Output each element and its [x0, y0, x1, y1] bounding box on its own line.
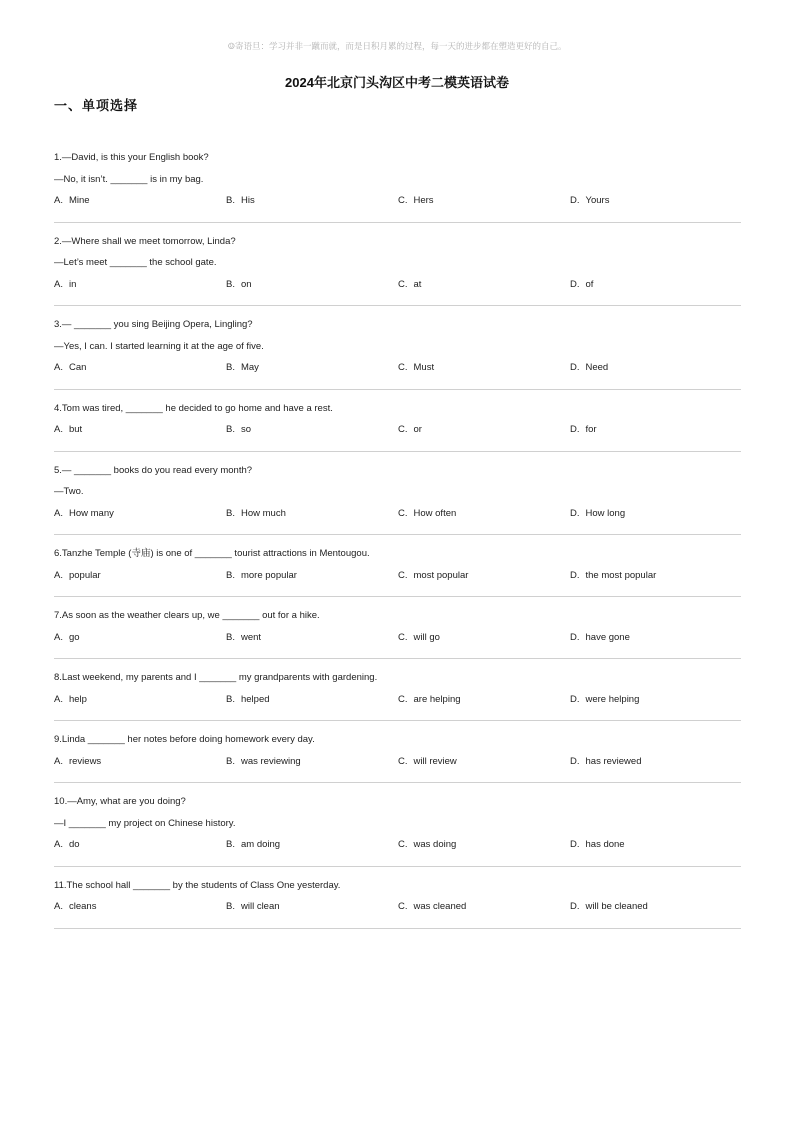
option-text: Need [585, 362, 609, 373]
option-letter: D. [570, 362, 580, 373]
option-letter: C. [398, 755, 408, 767]
option-letter: D. [570, 693, 580, 705]
option-text: will review [413, 755, 457, 767]
option-letter: A. [54, 569, 63, 581]
answer-option[interactable] [398, 419, 570, 441]
option-letter: C. [398, 362, 408, 373]
option-text: Mine [68, 195, 90, 206]
answer-options [54, 503, 741, 525]
question-stem: 1.—David, is this your English book? [54, 152, 209, 163]
option-letter: C. [398, 424, 408, 435]
option-letter: A. [54, 839, 63, 850]
option-letter: C. [398, 839, 408, 850]
question-stem: 7.As soon as the weather clears up, we _______ out for a hike. [54, 610, 320, 621]
option-letter: B. [226, 569, 235, 581]
option-text: help [68, 693, 87, 705]
option-text: was reviewing [240, 755, 301, 767]
answer-option[interactable] [570, 627, 741, 649]
option-text: am doing [240, 839, 281, 850]
question-stem: 8.Last weekend, my parents and I _______ my grandparents with gardening. [54, 672, 378, 683]
answer-option[interactable] [398, 627, 570, 649]
option-letter: C. [398, 569, 408, 581]
answer-option[interactable] [54, 190, 226, 212]
option-text: reviews [68, 755, 102, 767]
answer-option[interactable] [226, 357, 398, 379]
option-letter: B. [226, 507, 235, 519]
option-letter: D. [570, 569, 580, 581]
answer-option[interactable] [398, 190, 570, 212]
answer-option[interactable] [54, 419, 226, 441]
option-letter: B. [226, 195, 235, 206]
option-text: How long [585, 507, 626, 519]
answer-option[interactable] [54, 751, 226, 773]
option-text: Yours [585, 195, 610, 206]
option-letter: C. [398, 507, 408, 519]
option-letter: D. [570, 901, 580, 912]
question-item [54, 223, 741, 307]
answer-options [54, 274, 741, 296]
question-dialogue-line: —I _______ my project on Chinese history. [54, 817, 236, 829]
option-text: Hers [413, 195, 434, 206]
answer-option[interactable] [54, 627, 226, 649]
answer-option[interactable] [570, 565, 741, 587]
answer-options [54, 751, 741, 773]
option-text: have gone [585, 631, 630, 643]
answer-option[interactable] [226, 896, 398, 918]
option-letter: B. [226, 424, 235, 435]
answer-option[interactable] [226, 419, 398, 441]
option-text: so [240, 424, 252, 435]
option-text: most popular [413, 569, 469, 581]
option-text: Can [68, 362, 87, 373]
answer-option[interactable] [226, 834, 398, 856]
answer-option[interactable] [398, 503, 570, 525]
question-stem: 4.Tom was tired, _______ he decided to go home and have a rest. [54, 402, 333, 414]
option-text: at [413, 278, 422, 290]
answer-option[interactable] [570, 274, 741, 296]
answer-option[interactable] [570, 419, 741, 441]
answer-option[interactable] [226, 190, 398, 212]
option-letter: C. [398, 693, 408, 705]
page-title: 2024年北京门头沟区中考二模英语试卷 [285, 75, 509, 90]
answer-option[interactable] [398, 357, 570, 379]
option-letter: B. [226, 693, 235, 705]
option-text: but [68, 424, 83, 435]
option-text: more popular [240, 569, 297, 581]
answer-option[interactable] [570, 834, 741, 856]
option-text: was doing [413, 839, 457, 850]
option-letter: D. [570, 839, 580, 850]
answer-options [54, 565, 741, 587]
option-text: popular [68, 569, 101, 581]
option-text: were helping [585, 693, 640, 705]
answer-option[interactable] [398, 751, 570, 773]
option-letter: A. [54, 362, 63, 373]
option-letter: A. [54, 195, 63, 206]
option-text: has done [585, 839, 625, 850]
answer-option[interactable] [570, 896, 741, 918]
question-stem: 3.— _______ you sing Beijing Opera, Lingling? [54, 319, 253, 330]
option-text: on [240, 278, 252, 290]
answer-options [54, 896, 741, 918]
option-letter: A. [54, 901, 63, 912]
option-letter: A. [54, 507, 63, 519]
header-motto: ☺寄语旦：学习并非一蹴而就，而是日积月累的过程，每一天的进步都在塑造更好的自己。 [227, 42, 567, 52]
answer-option[interactable] [226, 751, 398, 773]
question-stem: 11.The school hall _______ by the students of Class One yesterday. [54, 879, 341, 891]
option-letter: C. [398, 901, 408, 912]
option-letter: A. [54, 755, 63, 767]
option-text: will be cleaned [585, 901, 648, 912]
option-text: the most popular [585, 569, 657, 581]
option-letter: C. [398, 631, 408, 643]
answer-option[interactable] [570, 503, 741, 525]
answer-option[interactable] [226, 627, 398, 649]
answer-option[interactable] [226, 689, 398, 711]
question-stem: 5.— _______ books do you read every month? [54, 464, 253, 476]
option-letter: A. [54, 693, 63, 705]
question-dialogue-line: —No, it isn’t. _______ is in my bag. [54, 173, 204, 185]
option-text: do [68, 839, 80, 850]
option-text: went [240, 631, 262, 643]
option-letter: B. [226, 278, 235, 290]
question-list [54, 139, 741, 929]
answer-option[interactable] [54, 689, 226, 711]
question-item [54, 659, 741, 721]
option-text: May [240, 362, 259, 373]
option-letter: A. [54, 631, 63, 643]
option-letter: A. [54, 278, 63, 290]
option-text: cleans [68, 901, 97, 912]
option-text: are helping [413, 693, 461, 705]
answer-option[interactable] [54, 274, 226, 296]
option-letter: D. [570, 507, 580, 519]
answer-options [54, 834, 741, 856]
answer-option[interactable] [54, 834, 226, 856]
option-letter: C. [398, 278, 408, 290]
answer-option[interactable] [570, 357, 741, 379]
question-item [54, 721, 741, 783]
answer-option[interactable] [54, 565, 226, 587]
option-text: was cleaned [413, 901, 467, 912]
option-letter: B. [226, 839, 235, 850]
option-text: will go [413, 631, 440, 643]
question-stem: 2.—Where shall we meet tomorrow, Linda? [54, 235, 236, 247]
answer-option[interactable] [398, 565, 570, 587]
question-item [54, 783, 741, 867]
answer-option[interactable] [226, 274, 398, 296]
answer-option[interactable] [54, 357, 226, 379]
answer-options [54, 419, 741, 441]
question-item [54, 306, 741, 390]
option-letter: B. [226, 755, 235, 767]
option-letter: B. [226, 901, 235, 912]
answer-options [54, 689, 741, 711]
option-text: go [68, 631, 80, 643]
option-letter: B. [226, 362, 235, 373]
answer-option[interactable] [570, 751, 741, 773]
option-letter: D. [570, 755, 580, 767]
option-text: helped [240, 693, 270, 705]
option-text: has reviewed [585, 755, 642, 767]
question-item [54, 535, 741, 597]
option-text: will clean [240, 901, 280, 912]
question-item [54, 139, 741, 223]
answer-options [54, 190, 741, 212]
option-text: How often [413, 507, 457, 519]
question-item [54, 597, 741, 659]
option-text: How much [240, 507, 286, 519]
answer-option[interactable] [398, 896, 570, 918]
option-text: in [68, 278, 77, 290]
answer-option[interactable] [54, 503, 226, 525]
option-text: of [585, 278, 594, 290]
option-text: or [413, 424, 422, 435]
question-stem: 6.Tanzhe Temple (寺庙) is one of _______ tourist attractions in Mentougou. [54, 548, 370, 559]
answer-option[interactable] [226, 565, 398, 587]
question-dialogue-line: —Two. [54, 486, 84, 497]
answer-option[interactable] [570, 190, 741, 212]
option-text: for [585, 424, 597, 435]
question-item [54, 390, 741, 452]
answer-option[interactable] [570, 689, 741, 711]
option-letter: D. [570, 278, 580, 290]
answer-option[interactable] [398, 274, 570, 296]
option-letter: D. [570, 424, 580, 435]
option-letter: D. [570, 195, 580, 206]
option-letter: D. [570, 631, 580, 643]
answer-options [54, 627, 741, 649]
option-letter: A. [54, 424, 63, 435]
option-text: How many [68, 507, 114, 519]
answer-option[interactable] [54, 896, 226, 918]
option-text: Must [413, 362, 435, 373]
option-text: His [240, 195, 255, 206]
option-letter: C. [398, 195, 408, 206]
question-dialogue-line: —Let’s meet _______ the school gate. [54, 257, 217, 268]
section-heading: 一、单项选择 [54, 98, 139, 113]
answer-options [54, 357, 741, 379]
option-letter: B. [226, 631, 235, 643]
question-stem: 9.Linda _______ her notes before doing homework every day. [54, 734, 315, 745]
answer-option[interactable] [398, 689, 570, 711]
question-dialogue-line: —Yes, I can. I started learning it at the age of five. [54, 340, 264, 352]
answer-option[interactable] [226, 503, 398, 525]
question-item [54, 867, 741, 929]
question-item [54, 452, 741, 536]
answer-option[interactable] [398, 834, 570, 856]
question-stem: 10.—Amy, what are you doing? [54, 796, 186, 807]
